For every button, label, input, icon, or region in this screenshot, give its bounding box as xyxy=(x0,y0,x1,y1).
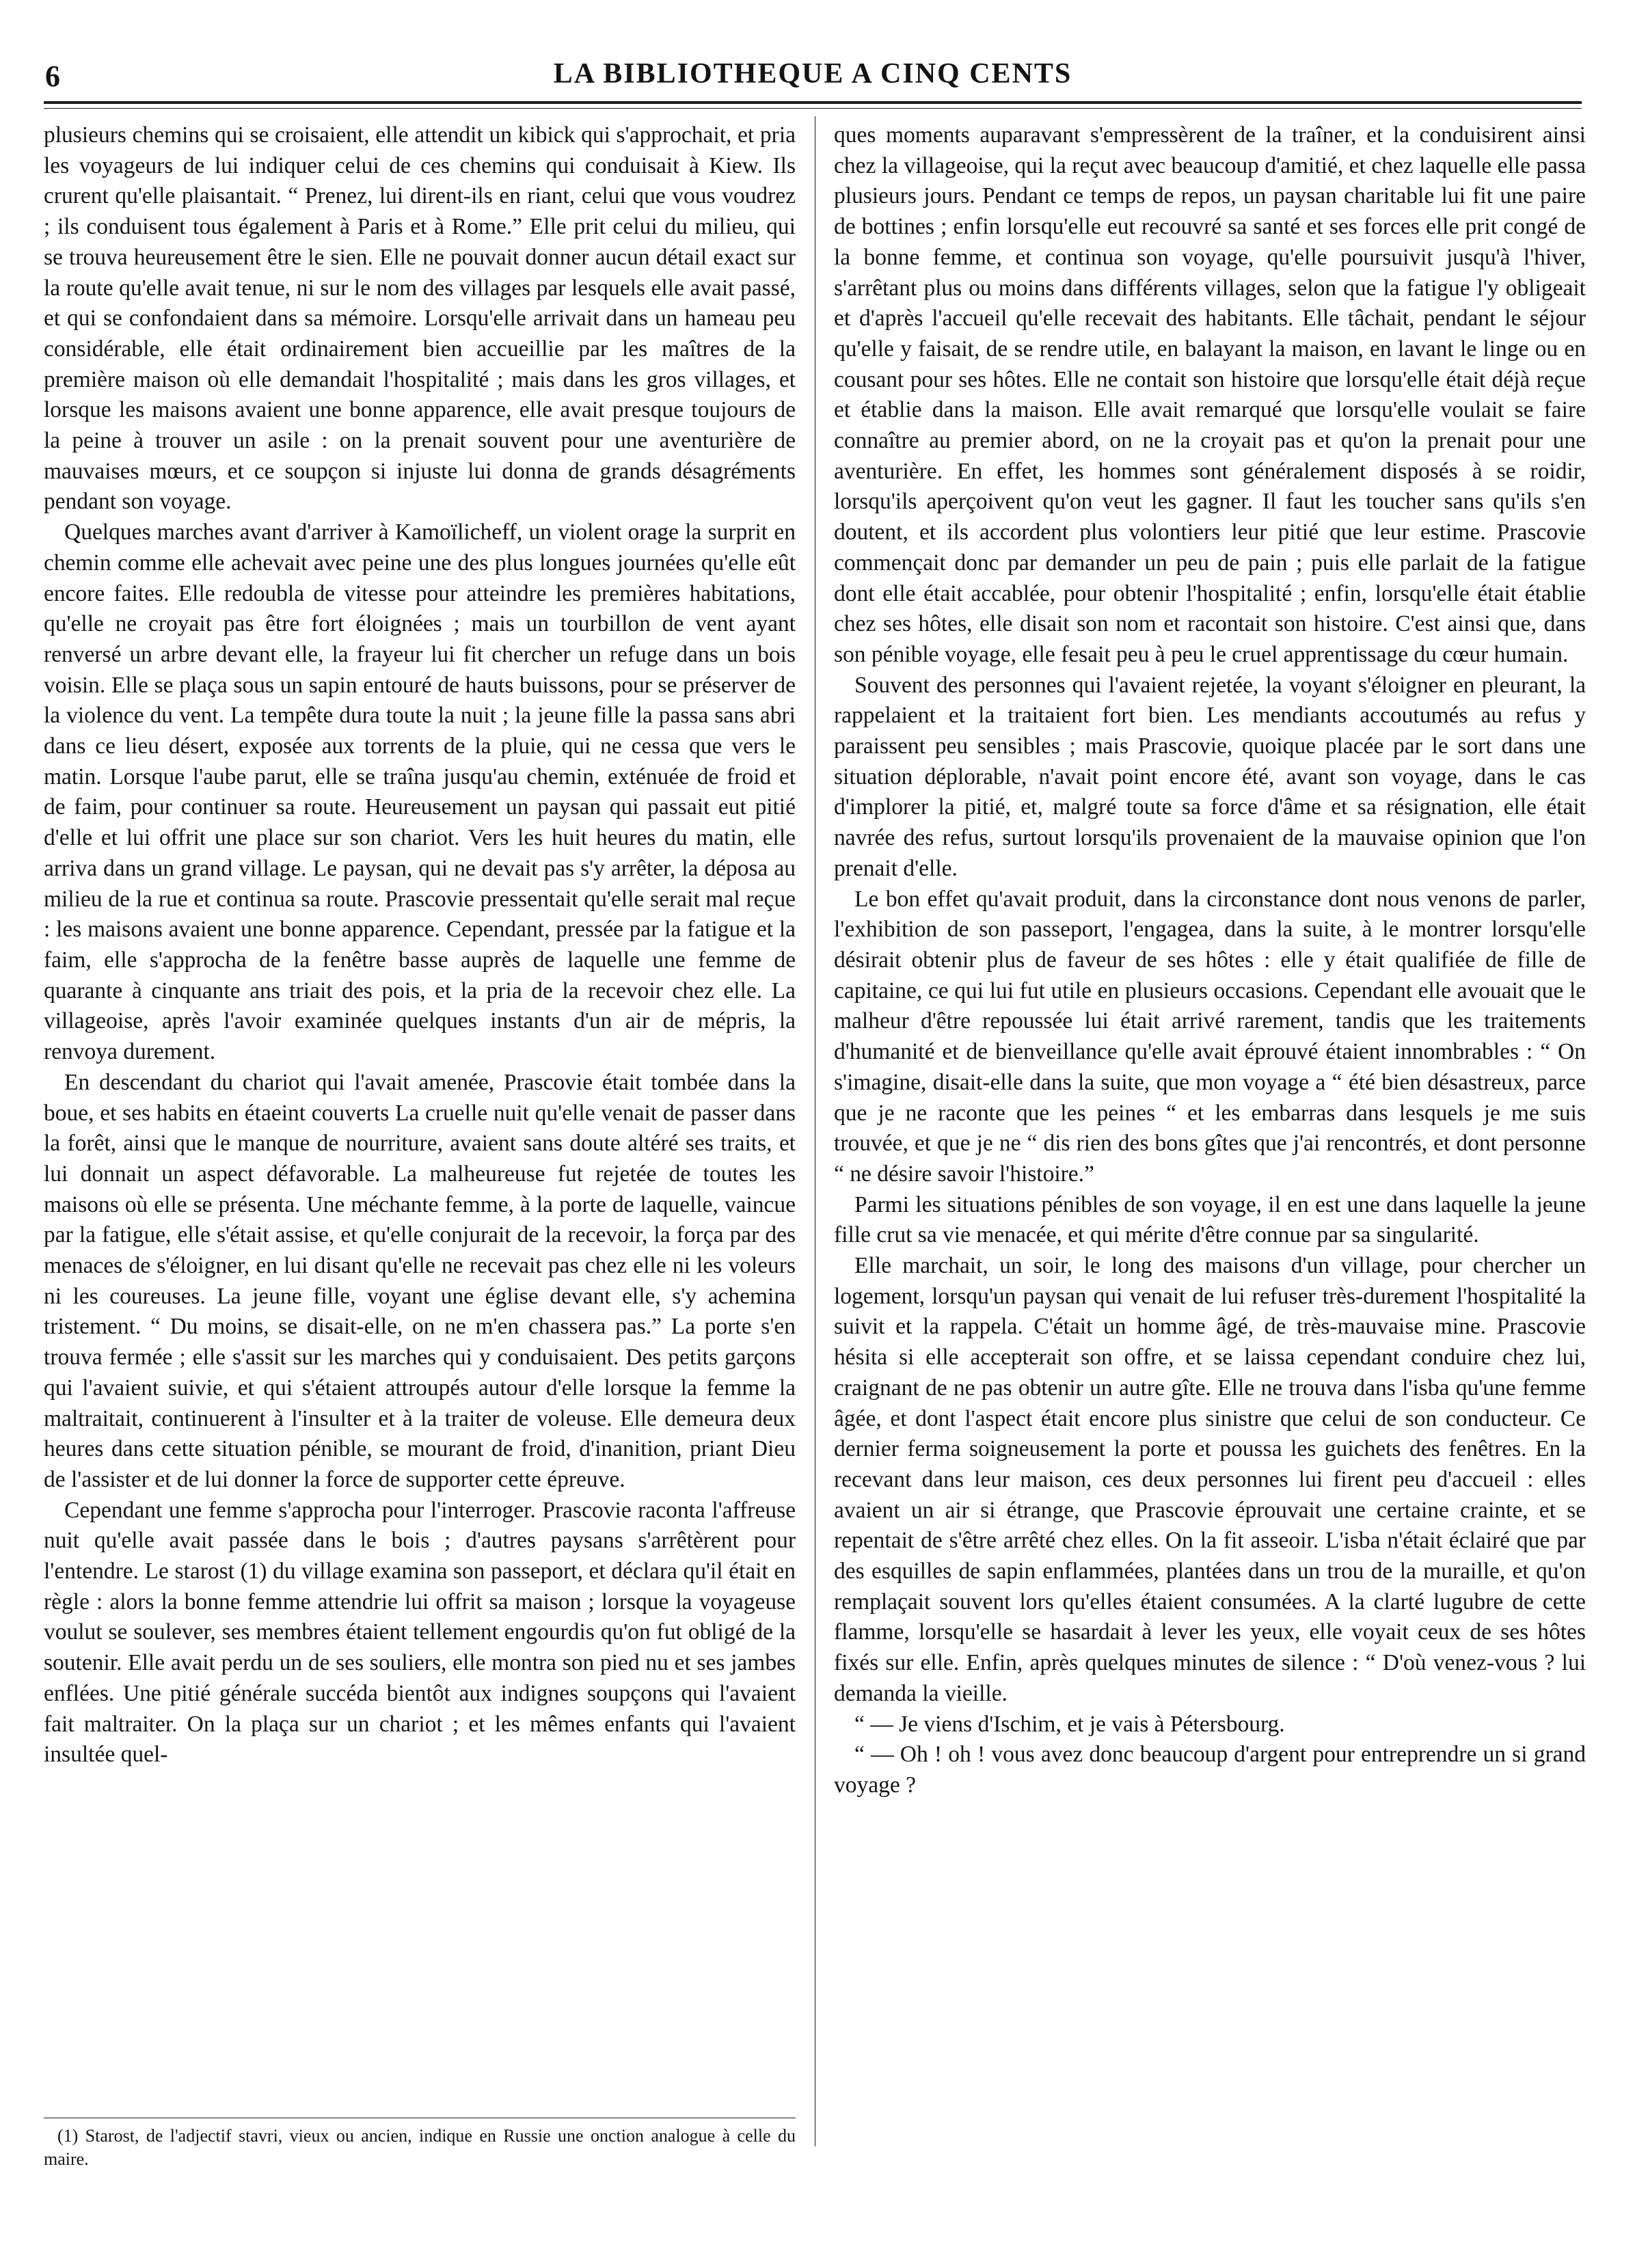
paragraph: Cependant une femme s'approcha pour l'interroger. Prascovie raconta l'affreuse nuit qu'elle avait passée dans le bois ; d'autres paysans s'arrêtèrent pour l'entendre. Le starost (1) du village examina son passeport, et déclara qu'il était en règle : alors la bonne femme attendrie lui offrit sa maison ; lorsque la voyageuse voulut se soulever, ses membres étaient tellement engourdis qu'on fut obligé de la soutenir. Elle avait perdu un de ses souliers, elle montra son pied nu et ses jambes enflées. Une pitié générale succéda bientôt aux indignes soupçons qui l'avaient fait maltraiter. On la plaça sur un chariot ; et les mêmes enfants qui l'avaient insultée quel- xyxy=(44,1497,796,1768)
paragraph: “ — Je viens d'Ischim, et je vais à Pétersbourg. xyxy=(854,1711,1285,1737)
paragraph: Souvent des personnes qui l'avaient rejetée, la voyant s'éloigner en pleurant, la rappelaient et la traitaient fort bien. Les mendiants accoutumés au refus y paraissent peu sensibles ; mais Prascovie, quoique placée par le sort dans une situation déplorable, n'avait point encore été, avant son voyage, dans le cas d'implorer la pitié, et, malgré toute sa force d'âme et sa résignation, elle était navrée des refus, surtout lorsqu'ils provenaient de la mauvaise opinion que l'on prenait d'elle. xyxy=(834,672,1586,881)
paragraph: Elle marchait, un soir, le long des maisons d'un village, pour chercher un logement, lorsqu'un paysan qui venait de lui refuser très-durement l'hospitalité la suivit et la rappela. C'était un homme âgé, de très-mauvaise mine. Prascovie hésita si elle accepterait son offre, et se laissa cependant conduire chez lui, craignant de ne pas obtenir un autre gîte. Elle ne trouva dans l'isba qu'une femme âgée, et dont l'aspect était encore plus sinistre que celui de son conducteur. Ce dernier ferma soigneusement la porte et poussa les guichets des fenêtres. En la recevant dans leur maison, ces deux personnes lui firent peu d'accueil : elles avaient un air si étrange, que Prascovie éprouvait une certaine crainte, et se repentait de s'être arrêté chez elles. On la fit asseoir. L'isba n'était éclairé que par des esquilles de sapin enflammées, plantées dans un trou de la muraille, et qu'on remplaçait souvent lors qu'elles étaient consumées. A la clarté lugubre de cette flamme, lorsqu'elle se hasardait à lever les yeux, elle voyait ceux de ses hôtes fixés sur elle. Enfin, après quelques minutes de silence : “ D'où venez-vous ? lui demanda la vieille. xyxy=(834,1253,1586,1706)
paragraph: Le bon effet qu'avait produit, dans la circonstance dont nous venons de parler, l'exhibition de son passeport, l'engagea, dans la suite, à le montrer lorsqu'elle désirait obtenir plus de faveur de ses hôtes : elle y était qualifiée de fille de capitaine, ce qui lui fut utile en plusieurs occasions. Cependant elle avouait que le malheur d'être repoussée lui était arrivé rarement, tandis que les traitements d'humanité et de bienveillance qu'elle avait éprouvé étaient innombrables : “ On s'imagine, disait-elle dans la suite, que mon voyage a “ été bien désastreux, parce que je ne raconte que les peines “ et les embarras dans lesquels je me suis trouvée, et que je ne “ dis rien des bons gîtes que j'ai rencontrés, et dont personne “ ne désire savoir l'histoire.” xyxy=(834,886,1586,1187)
page-header xyxy=(44,57,1582,98)
paragraph: Quelques marches avant d'arriver à Kamoïlicheff, un violent orage la surprit en chemin comme elle achevait avec peine une des plus longues journées qu'elle eût encore faites. Elle redoubla de vitesse pour atteindre les premières habitations, qu'elle ne croyait pas être fort éloignées ; mais un tourbillon de vent ayant renversé un arbre devant elle, la frayeur lui fit chercher un refuge dans un bois voisin. Elle se plaça sous un sapin entouré de hauts buissons, pour se préserver de la violence du vent. La tempête dura toute la nuit ; la jeune fille la passa sans abri dans ce lieu désert, exposée aux torrents de la pluie, qui ne cessa que vers le matin. Lorsque l'aube parut, elle se traîna jusqu'au chemin, exténuée de froid et de faim, pour continuer sa route. Heureusement un paysan qui passait eut pitié d'elle et lui offrit une place sur son chariot. Vers les huit heures du matin, elle arriva dans un grand village. Le paysan, qui ne devait pas s'y arrêter, la déposa au milieu de la rue et continua sa route. Prascovie pressentait qu'elle serait mal reçue : les maisons avaient une bonne apparence. Cependant, pressée par la fatigue et la faim, elle s'approcha de la fenêtre basse auprès de laquelle une femme de quarante à cinquante ans triait des pois, et la pria de la recevoir chez elle. La villageoise, après l'avoir examinée quelques instants d'un air de mépris, la renvoya durement. xyxy=(44,519,796,1065)
paragraph: “ — Oh ! oh ! vous avez donc beaucoup d'argent pour entreprendre un si grand voyage ? xyxy=(834,1742,1586,1798)
right-column xyxy=(834,120,1586,1801)
header-rule-thin xyxy=(44,108,1582,109)
paragraph: plusieurs chemins qui se croisaient, elle attendit un kibick qui s'approchait, et pria les voyageurs de lui indiquer celui de ces chemins qui conduisait à Kiew. Ils crurent qu'elle plaisantait. “ Prenez, lui dirent-ils en riant, celui que vous voudrez ; ils conduisent tous également à Paris et à Rome.” Elle prit celui du milieu, qui se trouva heureusement être le sien. Elle ne pouvait donner aucun détail exact sur la route qu'elle avait tenue, ni sur le nom des villages par lesquels elle avait passé, et qui se confondaient dans sa mémoire. Lorsqu'elle arrivait dans un hameau peu considérable, elle était ordinairement bien accueillie par les maîtres de la première maison où elle demandait l'hospitalité ; mais dans les gros villages, et lorsque les maisons avaient une bonne apparence, elle avait presque toujours de la peine à trouver un asile : on la prenait souvent pour une aventurière de mauvaises mœurs, et ce soupçon si injuste lui donna de grands désagréments pendant son voyage. xyxy=(44,122,796,515)
running-title: LA BIBLIOTHEQUE A CINQ CENTS xyxy=(553,58,1072,90)
paragraph: Parmi les situations pénibles de son voyage, il en est une dans laquelle la jeune fille crut sa vie menacée, et qui mérite d'être connue par sa singularité. xyxy=(834,1191,1586,1248)
paragraph: ques moments auparavant s'empressèrent de la traîner, et la conduisirent ainsi chez la villageoise, qui la reçut avec beaucoup d'amitié, et chez laquelle elle passa plusieurs jours. Pendant ce temps de repos, un paysan charitable lui fit une paire de bottines ; enfin lorsqu'elle eut recouvré sa santé et ses forces elle prit congé de la bonne femme, et continua son voyage, qu'elle poursuivit jusqu'à l'hiver, s'arrêtant plus ou moins dans différents villages, selon que la fatigue l'y obligeait et d'après l'accueil qu'elle recevait des habitants. Elle tâchait, pendant le séjour qu'elle y faisait, de se rendre utile, en balayant la maison, en lavant le linge ou en cousant pour ses hôtes. Elle ne contait son histoire que lorsqu'elle était déjà reçue et établie dans la maison. Elle avait remarqué que lorsqu'elle voulait se faire connaître au premier abord, on ne la croyait pas et qu'on la prenait pour une aventurière. En effet, les hommes sont généralement disposés à se roidir, lorsqu'ils aperçoivent qu'on veut les gagner. Il faut les toucher sans qu'ils s'en doutent, et ils accordent plus volontiers leur pitié que leur estime. Prascovie commençait donc par demander un peu de pain ; puis elle parlait de la fatigue dont elle était accablée, pour obtenir l'hospitalité ; enfin, lorsqu'elle était établie chez ses hôtes, elle disait son nom et racontait son histoire. C'est ainsi que, dans son pénible voyage, elle fesait peu à peu le cruel apprentissage du cœur humain. xyxy=(834,122,1586,667)
header-rule-thick xyxy=(44,101,1582,104)
paragraph: En descendant du chariot qui l'avait amenée, Prascovie était tombée dans la boue, et ses habits en étaeint couverts La cruelle nuit qu'elle venait de passer dans la forêt, ainsi que le manque de nourriture, avaient sans doute altéré ses traits, et lui donnait un aspect défavorable. La malheureuse fut rejetée de toutes les maisons où elle se présenta. Une méchante femme, à la porte de laquelle, vaincue par la fatigue, elle s'était assise, et qu'elle conjurait de la recevoir, la força par des menaces de s'éloigner, en lui disant qu'elle ne recevait pas chez elle ni les voleurs ni les coureuses. La jeune fille, voyant une église devant elle, s'y achemina tristement. “ Du moins, se disait-elle, on ne m'en chassera pas.” La porte s'en trouva fermée ; elle s'assit sur les marches qui y conduisaient. Des petits garçons qui l'avaient suivie, et qui s'étaient attroupés autour d'elle lorsque la femme la maltraitait, continuerent à l'insulter et à la traiter de voleuse. Elle demeura deux heures dans cette situation pénible, se mourant de froid, d'inanition, priant Dieu de l'assister et de lui donner la force de supporter cette épreuve. xyxy=(44,1069,796,1492)
footnote: (1) Starost, de l'adjectif stavri, vieux ou ancien, indique en Russie une onction analogue à celle du maire. xyxy=(44,2126,796,2169)
left-column xyxy=(44,120,796,1770)
page-number: 6 xyxy=(45,59,60,93)
